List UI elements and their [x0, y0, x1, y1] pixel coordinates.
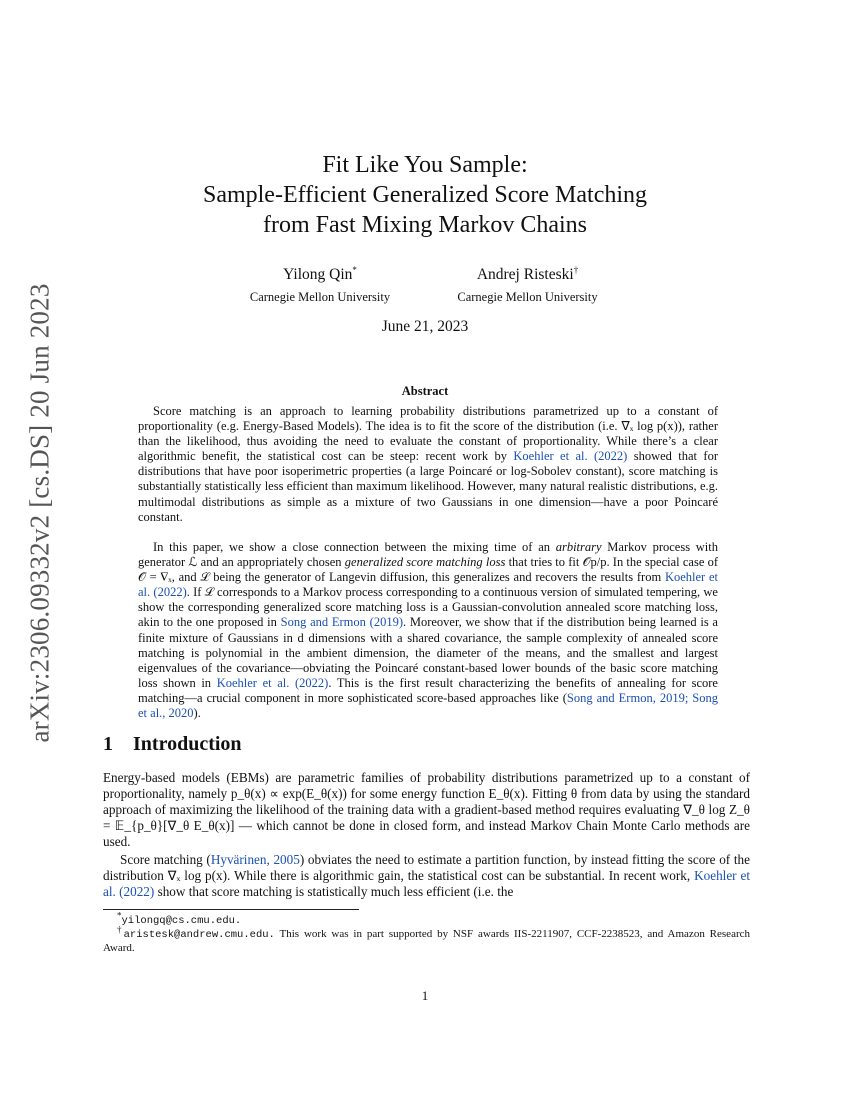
page-number: 1 [421, 988, 429, 1003]
abstract-text: ). [193, 706, 201, 721]
section-heading [103, 733, 242, 756]
abstract-text: Score matching is an approach to learning probability distributions parametrized up to a constant of proportionality (e.g. Energy-Based Models). The idea is to fit the score of the distribution (i.e. ∇ₓ log p(x)), rather than the likelihood, thus avoiding the need to evaluate the constant of proportionality. While there’s a clear algorithmic benefit, the statistical cost can be steep: recent work by [138, 404, 718, 464]
emphasis: generalized score matching loss [344, 555, 506, 570]
title-line-3: from Fast Mixing Markov Chains [263, 212, 587, 238]
section-number: 1 [103, 733, 113, 755]
footnote-mark[interactable]: † [573, 264, 579, 275]
citation-link[interactable]: Koehler et al. (2022) [103, 868, 750, 899]
author-affiliation: Carnegie Mellon University [249, 290, 391, 304]
title-line-2: Sample-Efficient Generalized Score Matching [202, 182, 648, 208]
abstract-text: . This is the first result characterizing the benefits of annealing for score matching—a crucial component in more sophisticated score-based approaches like ( [138, 675, 718, 705]
footnote-mark[interactable]: * [352, 264, 357, 275]
abstract-text: . Moreover, we show that if the distribution being learned is a finite mixture of Gaussians in d dimensions with a shared covariance, the sample complexity of annealed score matching is polynomial in the ambient dimension, the diameter of the means, and the smallest and largest eigenvalues of the covariance—obviating the Poincaré constant-based lower bounds of the basic score matching loss shown in [138, 615, 718, 690]
title-line-1: Fit Like You Sample: [322, 152, 528, 178]
footnote-mark: * [117, 910, 122, 921]
section-title: Introduction [133, 733, 242, 755]
citation-link[interactable]: Hyvärinen, 2005 [210, 852, 300, 867]
intro-paragraph-1: Energy-based models (EBMs) are parametric families of probability distributions parametrized up to a constant of proportionality, namely p_θ(x) ∝ exp(E_θ(x)) for some energy function E_θ(x). Fitting θ from data by using the standard approach of maximizing the likelihood of the training data with a gradient-based method requires evaluating ∇_θ log Z_θ = 𝔼_{p_θ}[∇_θ E_θ(x)] — which cannot be done in closed form, and instead Markov Chain Monte Carlo methods are used. [103, 770, 750, 849]
footnote-email[interactable]: aristesk@andrew.cmu.edu. [123, 929, 275, 941]
abstract-paragraph-1 [138, 404, 718, 525]
footnote-1 [103, 910, 750, 928]
abstract-text: showed that for distributions that have poor isoperimetric properties (a large Poincaré or log-Sobolev constant), score matching is substantially statistically less efficient than maximum likelihood. However, many natural realistic distributions, e.g. multimodal distributions as simple as a mixture of two Gaussians in one dimension—have a poor Poincaré constant. [138, 449, 718, 524]
abstract-paragraph-2 [138, 540, 718, 721]
emphasis: arbitrary [555, 540, 602, 554]
intro-text: Score matching ( [120, 852, 211, 867]
footnote-email[interactable]: yilongq@cs.cmu.edu. [121, 915, 242, 927]
author-name: Yilong Qin [283, 266, 353, 283]
footnote-rule [103, 909, 359, 910]
intro-text: show that score matching is statistically much less efficient (i.e. the [154, 884, 514, 899]
arxiv-identifier: arXiv:2306.09332v2 [cs.DS] 20 Jun 2023 [24, 283, 55, 743]
intro-paragraph-2 [103, 852, 750, 900]
citation-link[interactable]: Song and Ermon, 2019; Song et al., 2020 [138, 690, 718, 721]
author-2 [440, 266, 615, 305]
abstract-text: that tries to fit 𝒪p/p. In the special case of 𝒪 = ∇ₓ, and ℒ being the generator of Langevin diffusion, this generalizes and recovers the results from [138, 555, 719, 585]
intro-text: ) obviates the need to estimate a partition function, by instead fitting the score of the distribution ∇ₓ log p(x). While there is algorithmic gain, the statistical cost can be substantial. In recent work, [103, 852, 750, 883]
paper-date: June 21, 2023 [381, 318, 469, 335]
citation-link[interactable]: Koehler et al. (2022) [513, 449, 628, 464]
abstract-text: Markov process with generator ℒ and an appropriately chosen [138, 540, 719, 570]
author-name: Andrej Risteski [476, 266, 574, 283]
footnote-mark: † [117, 924, 124, 935]
abstract-text: In this paper, we show a close connection between the mixing time of an [153, 540, 556, 554]
abstract-text: . If ℒ corresponds to a Markov process corresponding to a continuous version of simulated tempering, we show the corresponding generalized score matching loss is a Gaussian-convolution annealed score matching loss, akin to the one proposed in [138, 585, 718, 630]
citation-link[interactable]: Koehler et al. (2022) [216, 675, 329, 690]
citation-link[interactable]: Koehler et al. (2022) [138, 570, 718, 600]
abstract-heading: Abstract [401, 384, 449, 398]
footnote-text: This work was in part supported by NSF awards IIS-2211907, CCF-2238523, and Amazon Research Award. [103, 928, 750, 954]
author-affiliation: Carnegie Mellon University [457, 290, 598, 304]
footnote-2 [103, 924, 750, 955]
author-1 [230, 266, 410, 305]
paper-title [0, 150, 850, 240]
citation-link[interactable]: Song and Ermon (2019) [280, 615, 403, 630]
arxiv-sidebar [20, 268, 60, 758]
